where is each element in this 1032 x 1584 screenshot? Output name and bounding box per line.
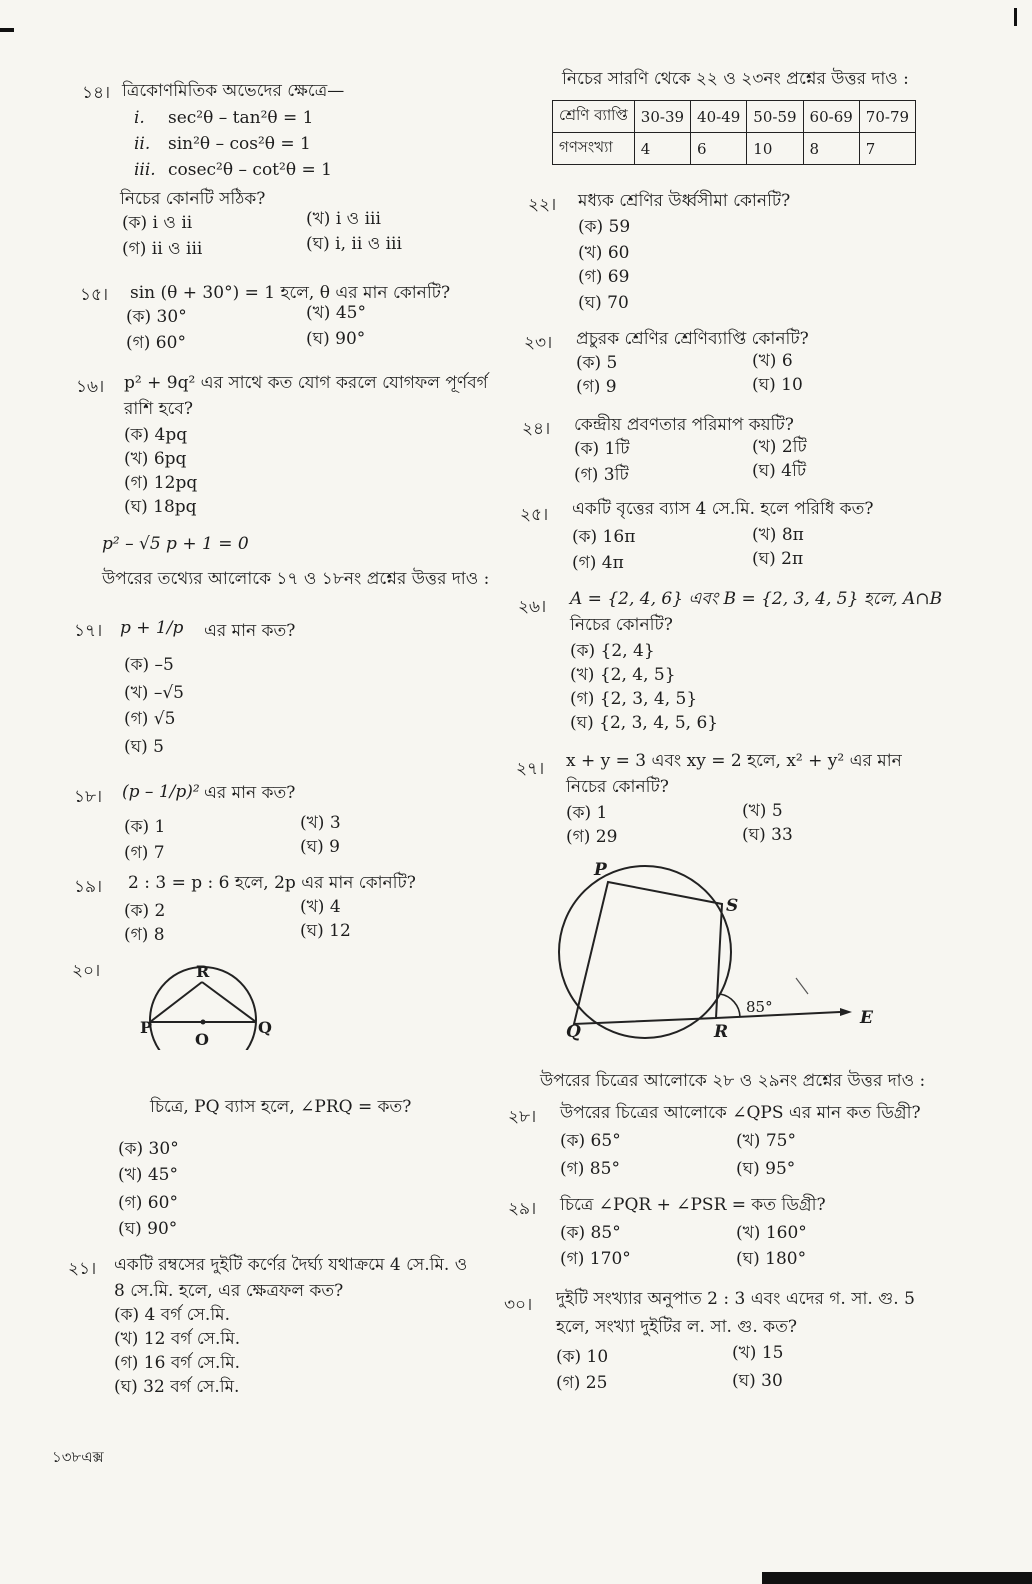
given-equation: p² – √5 p + 1 = 0: [102, 534, 249, 554]
table-cell: 8: [803, 133, 859, 165]
question-number: ১৪।: [82, 83, 111, 103]
option: (খ) {2, 4, 5}: [570, 665, 676, 685]
option: (ক) 59: [578, 217, 631, 237]
question-stem: এর মান কত?: [204, 783, 296, 803]
option: (ক) 5: [576, 353, 618, 373]
question-stem: 2 : 3 = p : 6 হলে, 2p এর মান কোনটি?: [128, 873, 416, 893]
option: (ঘ) 90°: [306, 329, 366, 349]
option: (ঘ) {2, 3, 4, 5, 6}: [570, 713, 719, 733]
circle-diameter-figure: [140, 960, 300, 1050]
question-number: ২৭।: [516, 759, 545, 779]
question-stem: নিচের কোনটি?: [566, 777, 669, 797]
option: (ঘ) 70: [578, 293, 629, 313]
option: (খ) 160°: [736, 1223, 807, 1243]
question-stem: চিত্রে ∠PQR + ∠PSR = কত ডিগ্রী?: [560, 1195, 826, 1215]
option: (ক) i ও ii: [122, 213, 193, 233]
statement-number: i.: [134, 108, 145, 128]
option: (ক) 4 বর্গ সে.মি.: [114, 1305, 231, 1325]
option: (খ) 8π: [752, 525, 804, 545]
option: (ঘ) 32 বর্গ সে.মি.: [114, 1377, 240, 1397]
option: (গ) 12pq: [124, 473, 198, 493]
figure-label: Q: [566, 1022, 581, 1042]
table-cell: 4: [634, 133, 690, 165]
question-stem: p² + 9q² এর সাথে কত যোগ করলে যোগফল পূর্ণবর্গ: [124, 373, 488, 393]
question-number: ১৯।: [74, 877, 103, 897]
question-stem: রাশি হবে?: [124, 399, 193, 419]
option: (গ) 4π: [572, 553, 624, 573]
table-cell: 50-59: [747, 101, 803, 133]
option: (ক) 1: [124, 817, 166, 837]
option: (গ) 25: [556, 1373, 608, 1393]
question-stem: উপরের চিত্রের আলোকে ∠QPS এর মান কত ডিগ্রী?: [560, 1103, 921, 1123]
figure-label: R: [714, 1022, 729, 1042]
question-stem: sin (θ + 30°) = 1 হলে, θ এর মান কোনটি?: [130, 283, 451, 303]
question-number: ২৩।: [524, 333, 553, 353]
angle-label: 85°: [746, 998, 773, 1016]
figure-label: R: [196, 962, 210, 981]
option: (ক) 30°: [118, 1139, 179, 1159]
option: (খ) i ও iii: [306, 209, 381, 229]
figure-label: O: [195, 1030, 209, 1049]
figure-label: P: [140, 1018, 153, 1037]
table-cell: 10: [747, 133, 803, 165]
option: (খ) –√5: [124, 683, 184, 703]
option: (খ) 2টি: [752, 437, 807, 457]
option: (খ) 4: [300, 897, 341, 917]
question-stem: কেন্দ্রীয় প্রবণতার পরিমাপ কয়টি?: [574, 415, 794, 435]
question-stem: A = {2, 4, 6} এবং B = {2, 3, 4, 5} হলে, A∩B: [570, 589, 943, 609]
statement-number: iii.: [134, 160, 156, 180]
scan-edge-mark: [762, 1572, 1032, 1584]
question-stem: হলে, সংখ্যা দুইটির ল. সা. গু. কত?: [556, 1317, 797, 1337]
option: (গ) 29: [566, 827, 618, 847]
option: (ঘ) 33: [742, 825, 793, 845]
question-number: ১৫।: [80, 285, 109, 305]
option: (গ) 69: [578, 267, 630, 287]
option: (ক) –5: [124, 655, 174, 675]
table-intro: নিচের সারণি থেকে ২২ ও ২৩নং প্রশ্নের উত্তর দাও :: [562, 69, 909, 89]
question-stem: দুইটি সংখ্যার অনুপাত 2 : 3 এবং এদের গ. সা. গু. 5: [556, 1289, 915, 1309]
question-stem: চিত্রে, PQ ব্যাস হলে, ∠PRQ = কত?: [150, 1097, 412, 1117]
option: (ক) 1: [566, 803, 608, 823]
option: (খ) 6pq: [124, 449, 187, 469]
option: (ক) 30°: [126, 307, 187, 327]
option: (খ) 5: [742, 801, 783, 821]
instruction: উপরের চিত্রের আলোকে ২৮ ও ২৯নং প্রশ্নের উত্তর দাও :: [540, 1071, 926, 1091]
option: (গ) 3টি: [574, 465, 629, 485]
option: (গ) 60°: [118, 1193, 178, 1213]
figure-label: E: [860, 1008, 873, 1028]
statement-text: sec²θ – tan²θ = 1: [168, 108, 314, 128]
question-stem: 8 সে.মি. হলে, এর ক্ষেত্রফল কত?: [114, 1281, 344, 1301]
table-cell: 70-79: [859, 101, 915, 133]
option: (ঘ) 12: [300, 921, 351, 941]
table-cell: 6: [691, 133, 747, 165]
question-number: ২১।: [68, 1259, 97, 1279]
table-row: [553, 133, 916, 165]
frequency-table: [552, 100, 916, 165]
question-number: ১৮।: [74, 787, 103, 807]
option: (ক) {2, 4}: [570, 641, 655, 661]
figure-label: Q: [258, 1018, 272, 1037]
option: (ঘ) i, ii ও iii: [306, 234, 402, 254]
option: (ক) 10: [556, 1347, 609, 1367]
table-cell: গণসংখ্যা: [553, 133, 635, 165]
option: (খ) 60: [578, 243, 630, 263]
question-number: ২৯।: [508, 1199, 537, 1219]
question-number: ২৫।: [520, 505, 549, 525]
option: (ক) 65°: [560, 1131, 621, 1151]
option: (ঘ) 180°: [736, 1249, 807, 1269]
option: (গ) {2, 3, 4, 5}: [570, 689, 698, 709]
option: (ক) 85°: [560, 1223, 621, 1243]
figure-label: P: [594, 860, 607, 880]
table-cell: 7: [859, 133, 915, 165]
option: (ঘ) 95°: [736, 1159, 796, 1179]
question-number: ২৪।: [522, 419, 551, 439]
option: (ঘ) 18pq: [124, 497, 197, 517]
math-expression: p + 1/p: [120, 618, 184, 638]
question-number: ২৮।: [508, 1107, 537, 1127]
option: (গ) 8: [124, 925, 165, 945]
option: (গ) 16 বর্গ সে.মি.: [114, 1353, 241, 1373]
page-label: ১৩৮এক্স: [52, 1448, 104, 1466]
option: (গ) 170°: [560, 1249, 631, 1269]
instruction: উপরের তথ্যের আলোকে ১৭ ও ১৮নং প্রশ্নের উত্তর দাও :: [102, 569, 490, 589]
option: (ঘ) 5: [124, 737, 164, 757]
table-row: [553, 101, 916, 133]
table-cell: শ্রেণি ব্যাপ্তি: [553, 101, 635, 133]
option: (গ) 60°: [126, 333, 186, 353]
question-number: ১৬।: [76, 377, 105, 397]
question-stem: এর মান কত?: [204, 621, 296, 641]
option: (ঘ) 90°: [118, 1219, 178, 1239]
question-number: ২২।: [528, 195, 557, 215]
question-number: ২৬।: [518, 597, 547, 617]
option: (খ) 45°: [118, 1165, 178, 1185]
question-stem: মধ্যক শ্রেণির উর্ধ্বসীমা কোনটি?: [578, 191, 791, 211]
option: (খ) 6: [752, 351, 793, 371]
question-number: ৩০।: [504, 1295, 533, 1315]
math-expression: (p – 1/p)²: [122, 782, 200, 802]
statement-text: cosec²θ – cot²θ = 1: [168, 160, 332, 180]
question-stem: নিচের কোনটি?: [570, 615, 673, 635]
option: (ক) 16π: [572, 527, 636, 547]
option: (খ) 12 বর্গ সে.মি.: [114, 1329, 241, 1349]
option: (গ) 7: [124, 843, 165, 863]
option: (ক) 1টি: [574, 439, 630, 459]
option: (ঘ) 30: [732, 1371, 783, 1391]
table-cell: 40-49: [691, 101, 747, 133]
option: (গ) 85°: [560, 1159, 620, 1179]
option: (খ) 3: [300, 813, 341, 833]
figure-label: S: [726, 896, 739, 916]
statement-text: sin²θ – cos²θ = 1: [168, 134, 311, 154]
cyclic-quadrilateral-figure: [540, 862, 880, 1042]
scan-edge-mark: [0, 28, 14, 32]
statement-number: ii.: [134, 134, 151, 154]
option: (গ) √5: [124, 709, 176, 729]
option: (ঘ) 10: [752, 375, 803, 395]
option: (খ) 15: [732, 1343, 784, 1363]
option: (গ) 9: [576, 377, 617, 397]
table-cell: 30-39: [634, 101, 690, 133]
question-stem: x + y = 3 এবং xy = 2 হলে, x² + y² এর মান: [566, 751, 902, 771]
question-stem: একটি বৃত্তের ব্যাস 4 সে.মি. হলে পরিধি কত?: [572, 499, 874, 519]
question-number: ১৭।: [74, 621, 103, 641]
option: (খ) 75°: [736, 1131, 796, 1151]
question-stem: একটি রম্বসের দুইটি কর্ণের দৈর্ঘ্য যথাক্রমে 4 সে.মি. ও: [114, 1255, 468, 1275]
option: (ক) 2: [124, 901, 166, 921]
question-stem: ত্রিকোণমিতিক অভেদের ক্ষেত্রে—: [122, 81, 345, 101]
table-cell: 60-69: [803, 101, 859, 133]
option: (ঘ) 9: [300, 837, 340, 857]
option: (খ) 45°: [306, 303, 366, 323]
option: (ঘ) 2π: [752, 549, 804, 569]
option: (ক) 4pq: [124, 425, 188, 445]
question-prompt: নিচের কোনটি সঠিক?: [120, 189, 266, 209]
question-stem: প্রচুরক শ্রেণির শ্রেণিব্যাপ্তি কোনটি?: [576, 329, 809, 349]
option: (গ) ii ও iii: [122, 239, 203, 259]
option: (ঘ) 4টি: [752, 461, 807, 481]
question-number: ২০।: [72, 961, 101, 981]
scan-edge-mark: [1014, 8, 1017, 26]
